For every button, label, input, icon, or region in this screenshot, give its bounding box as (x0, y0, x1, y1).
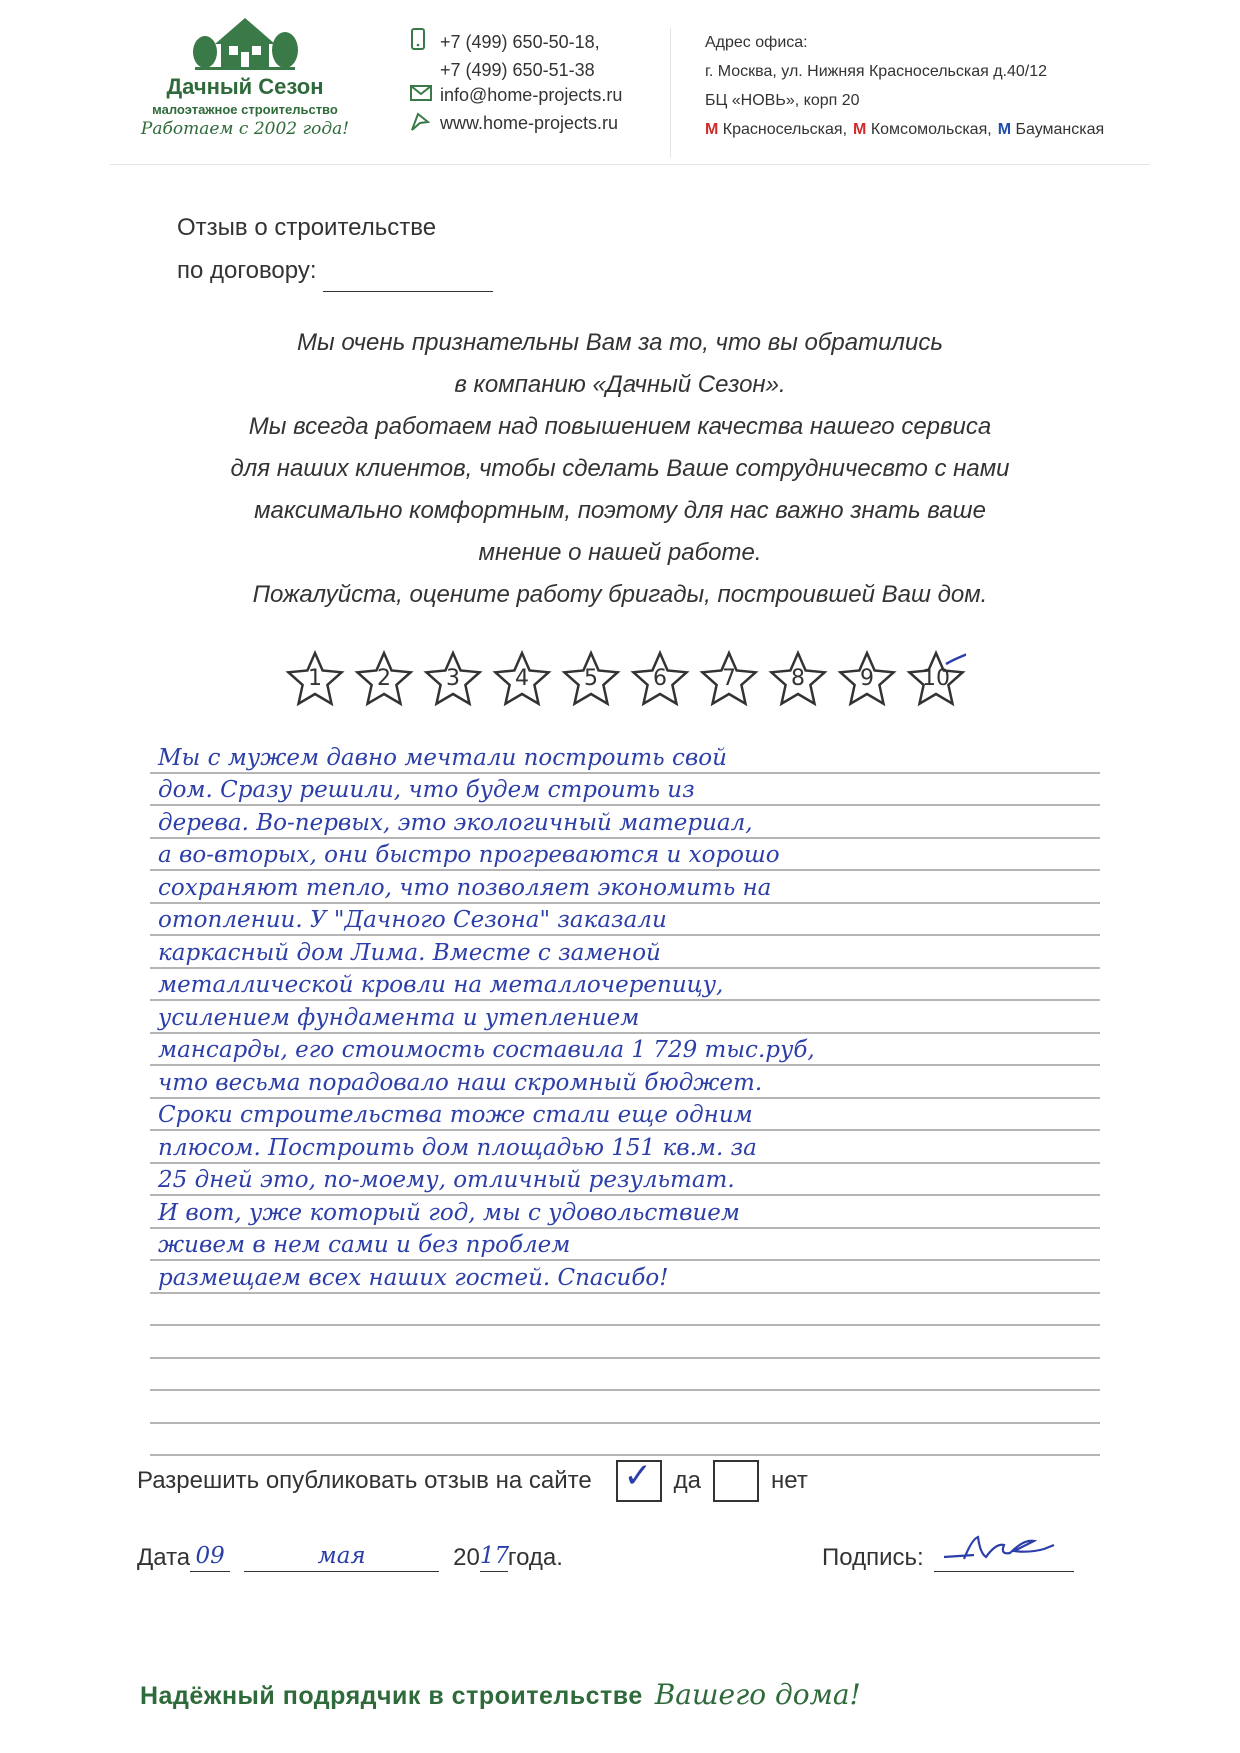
intro-line: в компанию «Дачный Сезон». (454, 371, 786, 398)
title-line-2: по договору: (177, 249, 493, 292)
metro-icon: M (853, 121, 867, 138)
date-day-field[interactable]: 09 (190, 1541, 230, 1572)
date-label: Дата (137, 1544, 191, 1571)
metro-icon: M (705, 121, 719, 138)
website-link[interactable]: www.home-projects.ru (440, 113, 619, 133)
rating-star-7[interactable]: 7 (699, 648, 759, 710)
cursor-icon (410, 112, 440, 134)
intro-line: максимально комфортным, поэтому для нас важно знать ваше (254, 497, 986, 524)
email-row (410, 84, 670, 112)
rating-star-10[interactable]: 10 (906, 648, 966, 710)
intro-line: Мы всегда работаем над повышением качества нашего сервиса (248, 413, 992, 440)
website-row (410, 112, 670, 140)
handwritten-signature (934, 1533, 1074, 1565)
footer-bold-text: Надёжный подрядчик в строительстве (140, 1682, 643, 1710)
rating-star-8[interactable]: 8 (768, 648, 828, 710)
year-word: года. (507, 1544, 563, 1571)
contract-number-field[interactable] (323, 269, 493, 292)
brand-name: Дачный Сезон (166, 74, 324, 99)
signature-row (822, 1541, 1074, 1572)
no-label: нет (771, 1467, 808, 1494)
metro-icon: M (997, 121, 1012, 138)
review-line: сохраняют тепло, что позволяет экономить на (150, 871, 1100, 904)
rating-star-4[interactable]: 4 (492, 648, 552, 710)
review-line: Сроки строительства тоже стали еще одним (150, 1099, 1100, 1132)
review-line: металлической кровли на металлочерепицу, (150, 969, 1100, 1002)
phone-2[interactable]: +7 (499) 650-51-38 (440, 60, 595, 80)
title-line-1: Отзыв о строительстве (177, 214, 437, 241)
rating-star-5[interactable]: 5 (561, 648, 621, 710)
intro-line: мнение о нашей работе. (478, 539, 762, 566)
footer-script-text: Вашего дома! (654, 1678, 861, 1711)
no-checkbox[interactable] (713, 1460, 759, 1502)
date-month-field[interactable]: мая (244, 1541, 439, 1572)
rating-stars (285, 648, 985, 714)
rating-star-2[interactable]: 2 (354, 648, 414, 710)
phone-1[interactable]: +7 (499) 650-50-18, (440, 32, 600, 52)
review-line: дерева. Во-первых, это экологичный материал, (150, 806, 1100, 839)
brand-subtitle: малоэтажное строительство (152, 102, 338, 117)
review-line: дом. Сразу решили, что будем строить из (150, 774, 1100, 807)
review-line: 25 дней это, по-моему, отличный результат. (150, 1164, 1100, 1197)
intro-line: Мы очень признательны Вам за то, что вы обратились (297, 329, 943, 356)
review-line: усилением фундамента и утеплением (150, 1001, 1100, 1034)
permission-label: Разрешить опубликовать отзыв на сайте (137, 1467, 592, 1494)
review-line: отоплении. У "Дачного Сезона" заказали (150, 904, 1100, 937)
review-line: Мы с мужем давно мечтали построить свой (150, 741, 1100, 774)
review-line: мансарды, его стоимость составила 1 729 тыс.руб, (150, 1034, 1100, 1067)
letterhead (110, 14, 1150, 165)
intro-line: Пожалуйста, оцените работу бригады, построившей Ваш дом. (252, 581, 988, 608)
metro-station: Красносельская, (722, 121, 848, 138)
metro-stations (705, 115, 1165, 144)
check-icon: ✓ (623, 1456, 653, 1496)
yes-label: да (673, 1467, 702, 1494)
review-line (150, 1424, 1100, 1457)
phone-row (410, 28, 670, 84)
review-line: размещаем всех наших гостей. Спасибо! (150, 1261, 1100, 1294)
rating-star-3[interactable]: 3 (423, 648, 483, 710)
house-logo-icon (185, 14, 305, 72)
review-line: каркасный дом Лима. Вместе с заменой (150, 936, 1100, 969)
address-line: г. Москва, ул. Нижняя Красносельская д.40/12 (705, 63, 1048, 80)
intro-text (140, 322, 1100, 616)
date-year-field[interactable]: 17 (480, 1541, 508, 1572)
review-line: а во-вторых, они быстро прогреваются и хорошо (150, 839, 1100, 872)
metro-station: Комсомольская, (870, 121, 992, 138)
selection-tick-mark (946, 650, 966, 664)
review-line: что весьма порадовало наш скромный бюджет. (150, 1066, 1100, 1099)
brand-since: Работаем с 2002 года! (140, 119, 350, 139)
signature-field[interactable] (934, 1541, 1074, 1572)
mail-icon (410, 84, 440, 106)
office-address (705, 28, 1165, 144)
form-title (177, 206, 493, 292)
yes-checkbox[interactable] (616, 1456, 662, 1502)
metro-station: Бауманская (1015, 121, 1105, 138)
review-line: И вот, уже который год, мы с удовольствием (150, 1196, 1100, 1229)
review-line (150, 1391, 1100, 1424)
contact-block (410, 28, 671, 158)
review-lined-area[interactable] (150, 741, 1100, 1456)
email-link[interactable]: info@home-projects.ru (440, 85, 623, 105)
review-line (150, 1294, 1100, 1327)
phone-icon (410, 28, 440, 50)
rating-star-1[interactable]: 1 (285, 648, 345, 710)
review-line: живем в нем сами и без проблем (150, 1229, 1100, 1262)
intro-line: для наших клиентов, чтобы сделать Ваше сотрудничесвто с нами (230, 455, 1010, 482)
office-label: Адрес офиса: (705, 34, 808, 51)
publish-permission (137, 1456, 808, 1502)
year-prefix: 20 (453, 1544, 480, 1571)
rating-star-6[interactable]: 6 (630, 648, 690, 710)
date-row (137, 1541, 563, 1572)
signature-label: Подпись: (822, 1544, 924, 1571)
company-logo (120, 14, 370, 154)
building-line: БЦ «НОВЬ», корп 20 (705, 92, 860, 109)
review-line (150, 1326, 1100, 1359)
review-line (150, 1359, 1100, 1392)
review-line: плюсом. Построить дом площадью 151 кв.м. за (150, 1131, 1100, 1164)
rating-star-9[interactable]: 9 (837, 648, 897, 710)
footer-slogan (140, 1678, 861, 1711)
